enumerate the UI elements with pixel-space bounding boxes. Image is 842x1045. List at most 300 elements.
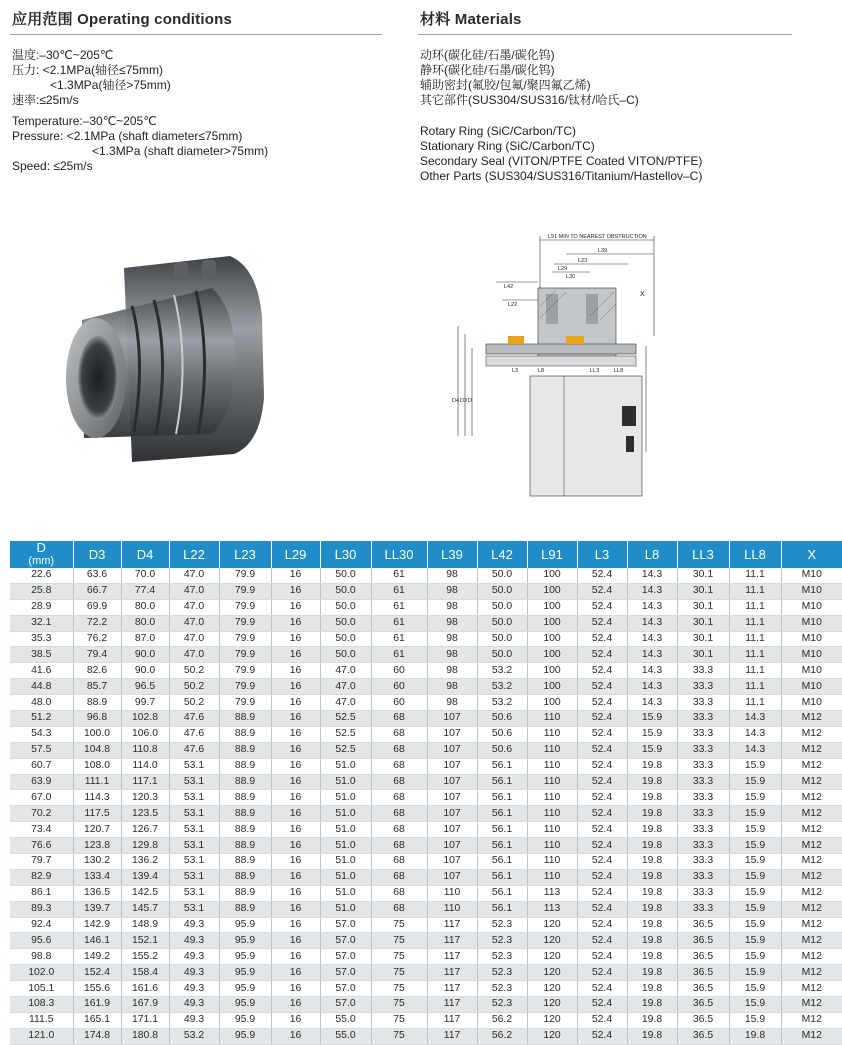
table-cell: 15.9 [729,933,781,949]
table-cell: 107 [427,758,477,774]
table-cell: 56.1 [477,790,527,806]
table-cell: M10 [781,631,842,647]
table-cell: 68 [371,790,427,806]
table-cell: 52.4 [577,901,627,917]
column-header: L29 [271,541,320,568]
table-cell: 56.1 [477,806,527,822]
column-header: D3 [73,541,121,568]
table-row [10,1012,842,1028]
table-cell: 14.3 [627,695,677,711]
table-cell: 95.6 [10,933,73,949]
table-cell: 68 [371,711,427,727]
table-cell: 117 [427,949,477,965]
table-cell: 47.0 [320,695,371,711]
table-cell: 51.0 [320,869,371,885]
table-cell: 79.7 [10,854,73,870]
table-cell: 33.3 [677,838,729,854]
table-cell: 15.9 [729,854,781,870]
table-cell: M10 [781,615,842,631]
table-row [10,901,842,917]
table-cell: 98 [427,599,477,615]
table-body [10,568,842,1044]
table-cell: M12 [781,822,842,838]
operating-cn-line: 压力: <2.1MPa(轴径≤75mm) [12,63,163,77]
table-cell: 22.6 [10,568,73,583]
table-cell: 107 [427,806,477,822]
dim-label-d4: D4 [452,398,460,404]
table-cell: 16 [271,758,320,774]
table-cell: 50.0 [320,631,371,647]
column-header: L3 [577,541,627,568]
table-cell: 110 [527,758,577,774]
table-cell: 52.4 [577,917,627,933]
table-cell: 19.8 [627,1028,677,1044]
table-cell: 49.3 [169,1012,219,1028]
table-cell: 108.3 [10,997,73,1013]
table-cell: 33.3 [677,774,729,790]
table-cell: 52.4 [577,726,627,742]
column-header: L30 [320,541,371,568]
table-cell: 161.6 [121,981,169,997]
table-row [10,965,842,981]
table-cell: M12 [781,806,842,822]
table-cell: 16 [271,1012,320,1028]
table-cell: 33.3 [677,822,729,838]
table-cell: 88.9 [219,742,271,758]
table-cell: M12 [781,1012,842,1028]
table-cell: M12 [781,838,842,854]
table-cell: 14.3 [729,742,781,758]
table-cell: 47.6 [169,726,219,742]
table-cell: 50.0 [320,599,371,615]
table-cell: 60 [371,695,427,711]
table-cell: 79.9 [219,679,271,695]
table-cell: 69.9 [73,599,121,615]
table-cell: 79.9 [219,568,271,583]
table-row [10,679,842,695]
table-cell: 56.1 [477,838,527,854]
table-cell: 53.1 [169,838,219,854]
seal-section-drawing [440,226,658,506]
table-cell: 123.5 [121,806,169,822]
table-cell: 16 [271,965,320,981]
table-cell: 47.0 [320,663,371,679]
table-cell: 75 [371,949,427,965]
table-cell: 88.9 [219,885,271,901]
table-cell: 11.1 [729,695,781,711]
table-cell: 50.6 [477,711,527,727]
table-cell: 88.9 [219,774,271,790]
table-cell: 89.3 [10,901,73,917]
table-cell: 113 [527,885,577,901]
table-cell: 33.3 [677,679,729,695]
table-cell: 51.0 [320,790,371,806]
table-cell: 33.3 [677,758,729,774]
table-cell: 16 [271,917,320,933]
table-cell: 110 [527,726,577,742]
table-cell: 142.9 [73,917,121,933]
table-cell: 49.3 [169,949,219,965]
table-cell: M12 [781,869,842,885]
column-header-d-label: D [36,540,46,555]
table-cell: M10 [781,583,842,599]
table-cell: 95.9 [219,1028,271,1044]
table-cell: 98 [427,583,477,599]
table-cell: 110 [427,901,477,917]
table-cell: M12 [781,742,842,758]
table-cell: 52.4 [577,885,627,901]
table-cell: 30.1 [677,631,729,647]
table-cell: 75 [371,981,427,997]
table-cell: M10 [781,568,842,583]
table-cell: 19.8 [627,790,677,806]
table-cell: 52.4 [577,568,627,583]
table-cell: 52.4 [577,806,627,822]
table-cell: 16 [271,711,320,727]
table-cell: 35.3 [10,631,73,647]
table-cell: 52.4 [577,647,627,663]
table-cell: 102.0 [10,965,73,981]
table-cell: 15.9 [729,981,781,997]
table-cell: 19.8 [627,981,677,997]
table-cell: M12 [781,917,842,933]
table-row [10,869,842,885]
table-cell: 33.3 [677,901,729,917]
table-cell: 50.0 [320,583,371,599]
table-cell: 120 [527,965,577,981]
table-cell: 92.4 [10,917,73,933]
table-cell: 53.2 [169,1028,219,1044]
table-cell: 96.5 [121,679,169,695]
table-cell: 44.8 [10,679,73,695]
table-cell: 95.9 [219,981,271,997]
table-cell: 117 [427,1012,477,1028]
operating-cn-line: 速率:≤25m/s [12,93,79,107]
operating-cn-line: 温度:–30℃~205℃ [12,48,114,62]
table-cell: 15.9 [627,742,677,758]
table-cell: 19.8 [627,822,677,838]
table-cell: 47.0 [169,568,219,583]
table-cell: 36.5 [677,917,729,933]
table-cell: 110 [527,774,577,790]
table-cell: 53.2 [477,679,527,695]
table-cell: 98 [427,663,477,679]
table-cell: 66.7 [73,583,121,599]
table-cell: 57.0 [320,965,371,981]
table-cell: 51.0 [320,901,371,917]
table-cell: 100 [527,679,577,695]
table-cell: 38.5 [10,647,73,663]
dim-label-x: X [640,291,645,298]
table-cell: 50.0 [477,647,527,663]
table-cell: 146.1 [73,933,121,949]
table-cell: 52.4 [577,854,627,870]
column-header: X [781,541,842,568]
operating-en-line: <1.3MPa (shaft diameter>75mm) [92,144,269,158]
table-cell: 107 [427,726,477,742]
table-cell: 107 [427,822,477,838]
table-cell: 16 [271,631,320,647]
table-cell: 11.1 [729,647,781,663]
table-cell: 85.7 [73,679,121,695]
table-cell: 120.3 [121,790,169,806]
table-cell: 60 [371,679,427,695]
column-header: L22 [169,541,219,568]
dim-label-ll8: LL8 [614,368,624,374]
table-row [10,822,842,838]
table-cell: 61 [371,599,427,615]
table-cell: 14.3 [729,726,781,742]
table-cell: 133.4 [73,869,121,885]
table-cell: 120.7 [73,822,121,838]
table-cell: 117 [427,1028,477,1044]
table-row [10,806,842,822]
table-cell: 19.8 [627,917,677,933]
table-cell: 56.1 [477,869,527,885]
table-cell: 15.9 [729,917,781,933]
table-cell: 53.1 [169,758,219,774]
table-cell: 16 [271,742,320,758]
table-cell: 107 [427,838,477,854]
table-row [10,695,842,711]
table-cell: 50.0 [320,615,371,631]
table-cell: 60 [371,663,427,679]
table-cell: 61 [371,568,427,583]
table-cell: 19.8 [627,949,677,965]
table-cell: 53.1 [169,774,219,790]
table-cell: 16 [271,1028,320,1044]
table-cell: 33.3 [677,790,729,806]
dim-label-l42: L42 [504,284,514,290]
table-cell: 110.8 [121,742,169,758]
table-cell: 16 [271,949,320,965]
table-cell: 88.9 [219,758,271,774]
table-cell: 120 [527,949,577,965]
operating-conditions-title: 应用范围 Operating conditions [12,11,233,28]
table-cell: 33.3 [677,663,729,679]
table-row [10,885,842,901]
table-cell: 14.3 [627,599,677,615]
table-cell: 15.9 [627,726,677,742]
table-cell: 33.3 [677,742,729,758]
table-cell: 158.4 [121,965,169,981]
table-cell: 11.1 [729,679,781,695]
table-cell: 51.0 [320,854,371,870]
table-cell: 16 [271,901,320,917]
table-cell: 52.4 [577,869,627,885]
table-cell: 98 [427,647,477,663]
table-cell: 16 [271,997,320,1013]
table-cell: 16 [271,583,320,599]
table-cell: 47.0 [169,647,219,663]
table-cell: 99.7 [121,695,169,711]
table-cell: 52.4 [577,1012,627,1028]
table-cell: 14.3 [627,615,677,631]
table-cell: 136.2 [121,854,169,870]
table-cell: 100 [527,631,577,647]
table-cell: 57.0 [320,997,371,1013]
table-cell: 14.3 [627,663,677,679]
table-cell: M10 [781,663,842,679]
table-cell: 52.5 [320,726,371,742]
table-cell: 96.8 [73,711,121,727]
table-cell: 107 [427,854,477,870]
table-cell: 120 [527,981,577,997]
table-cell: 68 [371,838,427,854]
materials-en-line: Other Parts (SUS304/SUS316/Titanium/Hastellov–C) [420,169,703,183]
table-row [10,981,842,997]
table-cell: 76.2 [73,631,121,647]
materials-cn-line: 辅助密封(氟胶/包氟/聚四氟乙烯) [420,78,591,92]
table-cell: 120 [527,997,577,1013]
table-cell: 110 [527,854,577,870]
table-cell: 123.8 [73,838,121,854]
table-cell: 95.9 [219,1012,271,1028]
table-cell: 110 [527,711,577,727]
table-cell: 86.1 [10,885,73,901]
table-cell: 52.4 [577,790,627,806]
table-cell: 107 [427,790,477,806]
table-cell: 111.1 [73,774,121,790]
table-cell: 16 [271,790,320,806]
table-cell: 50.6 [477,742,527,758]
table-cell: 51.0 [320,838,371,854]
table-cell: 14.3 [627,647,677,663]
dim-label-l30: L30 [566,274,576,280]
table-cell: 100 [527,695,577,711]
table-cell: 16 [271,854,320,870]
table-cell: 33.3 [677,854,729,870]
table-cell: 52.4 [577,615,627,631]
table-cell: 19.8 [729,1028,781,1044]
table-cell: 53.1 [169,822,219,838]
table-cell: 51.0 [320,758,371,774]
table-cell: 68 [371,806,427,822]
table-cell: M12 [781,885,842,901]
table-cell: 33.3 [677,806,729,822]
table-cell: 107 [427,742,477,758]
table-cell: 80.0 [121,615,169,631]
table-cell: 15.9 [729,885,781,901]
table-cell: 107 [427,869,477,885]
table-cell: 180.8 [121,1028,169,1044]
table-cell: 36.5 [677,981,729,997]
table-cell: 52.4 [577,838,627,854]
table-cell: M12 [781,726,842,742]
table-cell: 98 [427,568,477,583]
table-row [10,631,842,647]
table-cell: 15.9 [729,806,781,822]
table-cell: 70.2 [10,806,73,822]
table-cell: 19.8 [627,965,677,981]
table-cell: 50.0 [477,615,527,631]
table-cell: 110 [527,790,577,806]
table-cell: 47.0 [320,679,371,695]
table-cell: 57.0 [320,933,371,949]
column-header: L42 [477,541,527,568]
table-cell: 15.9 [729,790,781,806]
table-cell: 52.3 [477,949,527,965]
table-row [10,949,842,965]
materials-cn-line: 动环(碳化硅/石墨/碳化钨) [420,48,555,62]
table-cell: 50.6 [477,726,527,742]
table-cell: 54.3 [10,726,73,742]
table-cell: 152.1 [121,933,169,949]
table-cell: 56.1 [477,885,527,901]
table-cell: 88.9 [219,838,271,854]
table-cell: 110 [527,869,577,885]
table-cell: 88.9 [73,695,121,711]
table-cell: 52.4 [577,695,627,711]
table-cell: 15.9 [729,997,781,1013]
table-cell: 100.0 [73,726,121,742]
table-cell: 52.5 [320,742,371,758]
table-row [10,599,842,615]
table-row [10,933,842,949]
table-cell: 47.0 [169,615,219,631]
table-cell: 87.0 [121,631,169,647]
table-row [10,790,842,806]
table-cell: 53.1 [169,806,219,822]
table-cell: 53.1 [169,869,219,885]
table-cell: 16 [271,822,320,838]
table-cell: 174.8 [73,1028,121,1044]
table-cell: 36.5 [677,949,729,965]
table-cell: 19.8 [627,933,677,949]
table-cell: 11.1 [729,615,781,631]
operating-en-line: Pressure: <2.1MPa (shaft diameter≤75mm) [12,129,243,143]
table-cell: 68 [371,742,427,758]
table-cell: 90.0 [121,663,169,679]
table-cell: 117.5 [73,806,121,822]
table-cell: 19.8 [627,885,677,901]
table-row [10,997,842,1013]
table-cell: 19.8 [627,869,677,885]
dim-label-l22: L22 [508,302,518,308]
table-cell: 33.3 [677,869,729,885]
table-cell: 49.3 [169,965,219,981]
operating-en-block [12,114,268,174]
table-cell: 60.7 [10,758,73,774]
table-cell: 68 [371,822,427,838]
table-cell: 36.5 [677,965,729,981]
table-cell: 16 [271,615,320,631]
table-cell: 16 [271,774,320,790]
materials-cn-line: 其它部件(SUS304/SUS316/钛材/哈氏–C) [420,93,639,107]
table-cell: 79.9 [219,615,271,631]
table-cell: 79.9 [219,663,271,679]
table-cell: 36.5 [677,1028,729,1044]
table-cell: 110 [527,742,577,758]
table-cell: 52.4 [577,711,627,727]
column-header: L91 [527,541,577,568]
table-cell: 48.0 [10,695,73,711]
table-cell: 79.9 [219,647,271,663]
table-cell: 36.5 [677,1012,729,1028]
table-cell: 16 [271,933,320,949]
table-cell: 73.4 [10,822,73,838]
table-cell: 142.5 [121,885,169,901]
table-cell: 95.9 [219,933,271,949]
table-cell: 52.4 [577,774,627,790]
table-cell: 68 [371,869,427,885]
table-cell: 56.2 [477,1012,527,1028]
table-cell: 11.1 [729,599,781,615]
table-cell: 113 [527,901,577,917]
table-cell: 117 [427,933,477,949]
table-cell: 75 [371,1012,427,1028]
table-cell: 88.9 [219,901,271,917]
